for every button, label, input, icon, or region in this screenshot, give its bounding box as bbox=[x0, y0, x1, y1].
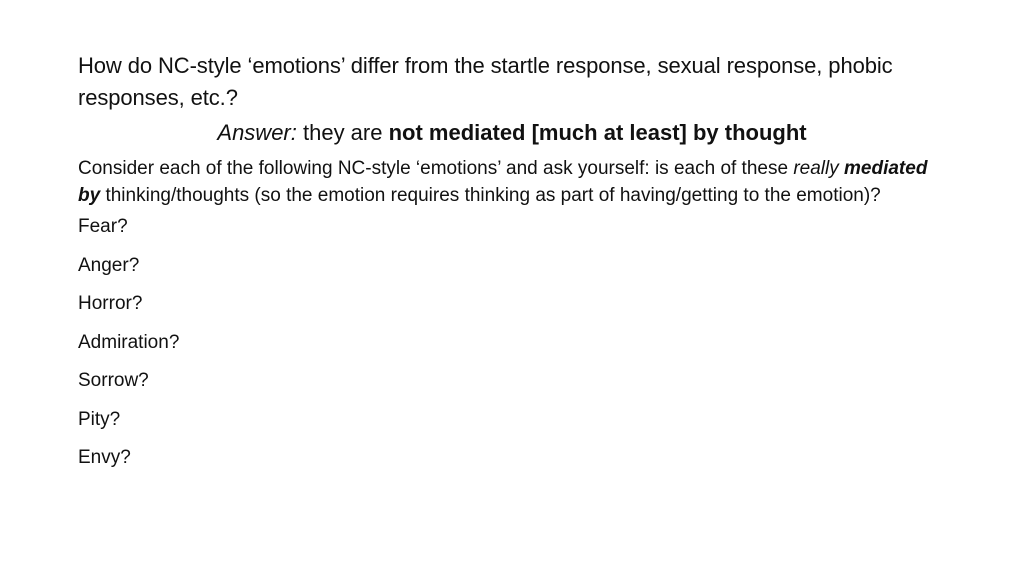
emotion-item: Sorrow? bbox=[78, 370, 149, 391]
consider-part1: Consider each of the following NC-style ‘emotions’ and ask yourself: is each of these bbox=[78, 158, 794, 179]
consider-bold-italic: mediated by bbox=[78, 158, 928, 206]
emotion-item: Pity? bbox=[78, 408, 121, 430]
emotion-item: Envy? bbox=[78, 447, 131, 468]
answer-bold: not mediated [much at least] by thought bbox=[388, 120, 807, 145]
emotion-item: Admiration? bbox=[78, 331, 180, 353]
emotion-item: Fear? bbox=[78, 216, 128, 237]
emotion-item: Horror? bbox=[78, 293, 143, 314]
emotion-item: Anger? bbox=[78, 254, 140, 276]
answer-plain: they are bbox=[296, 120, 389, 145]
consider-paragraph bbox=[78, 155, 938, 209]
question-text: How do NC-style ‘emotions’ differ from the startle response, sexual response, phobic responses, etc.? bbox=[78, 53, 893, 110]
consider-italic: really bbox=[793, 158, 839, 179]
answer-label: Answer: bbox=[217, 120, 297, 145]
slide-content bbox=[78, 50, 958, 485]
emotion-list bbox=[78, 215, 958, 470]
answer-line bbox=[78, 117, 946, 149]
consider-part2: thinking/thoughts (so the emotion requires thinking as part of having/getting to the emotion)? bbox=[100, 185, 881, 206]
